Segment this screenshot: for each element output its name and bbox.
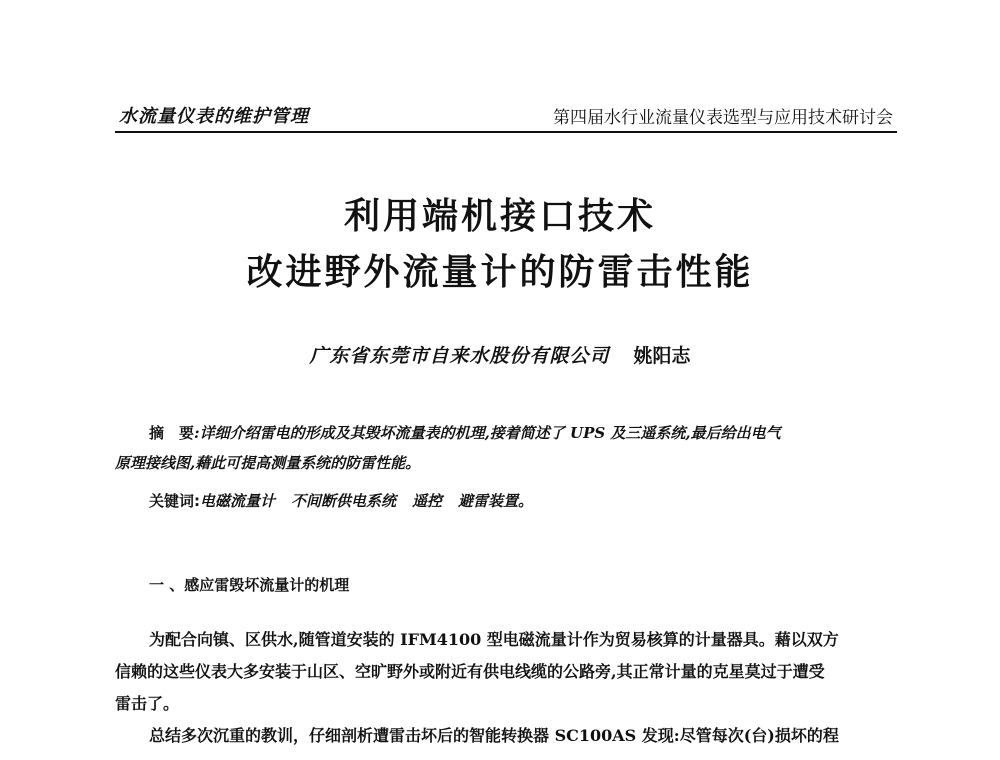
author-organization: 广东省东莞市自来水股份有限公司 <box>309 345 610 367</box>
section-heading-1: 一 、感应雷毁坏流量计的机理 <box>149 576 350 594</box>
paragraph-2-line-1: 总结多次沉重的教训，仔细剖析遭雷击坏后的智能转换器 SC100AS 发现:尽管每次(台)损坏的程 <box>149 726 839 745</box>
paragraph-1-line-3: 雷击了。 <box>115 694 180 713</box>
paragraph-1-line-1: 为配合向镇、区供水,随管道安装的 IFM4100 型电磁流量计作为贸易核算的计量器具。藉以双方 <box>149 630 839 649</box>
running-header <box>115 103 897 133</box>
abstract-line-2: 原理接线图,藉此可提高测量系统的防雷性能。 <box>115 454 421 472</box>
keyword: 遥控 <box>412 492 443 510</box>
keyword: 避雷装置。 <box>458 492 534 510</box>
header-section-title: 水流量仪表的维护管理 <box>119 106 309 127</box>
paragraph-1-line-2: 信赖的这些仪表大多安装于山区、空旷野外或附近有供电线缆的公路旁,其正常计量的克星莫过于遭受 <box>115 662 825 681</box>
keywords <box>149 490 549 511</box>
abstract-text-1: 详细介绍雷电的形成及其毁坏流量表的机理,接着简述了 UPS 及三遥系统,最后给出电气 <box>199 424 781 442</box>
abstract <box>115 418 897 478</box>
author-name: 姚阳志 <box>633 345 691 367</box>
paper-title-line-1: 利用端机接口技术 <box>343 196 656 237</box>
body-text <box>115 624 897 752</box>
keywords-label: 关键词: <box>149 492 200 510</box>
abstract-line-1: 摘 要:详细介绍雷电的形成及其毁坏流量表的机理,接着简述了 UPS 及三遥系统,最后给出电气 <box>149 424 781 442</box>
abstract-label: 摘 要 <box>149 424 195 442</box>
byline <box>0 341 1000 368</box>
header-conference-title: 第四届水行业流量仪表选型与应用技术研讨会 <box>553 108 893 128</box>
paper-title-line-2: 改进野外流量计的防雷击性能 <box>246 252 754 293</box>
keyword: 不间断供电系统 <box>291 492 397 510</box>
keyword: 电磁流量计 <box>200 492 276 510</box>
